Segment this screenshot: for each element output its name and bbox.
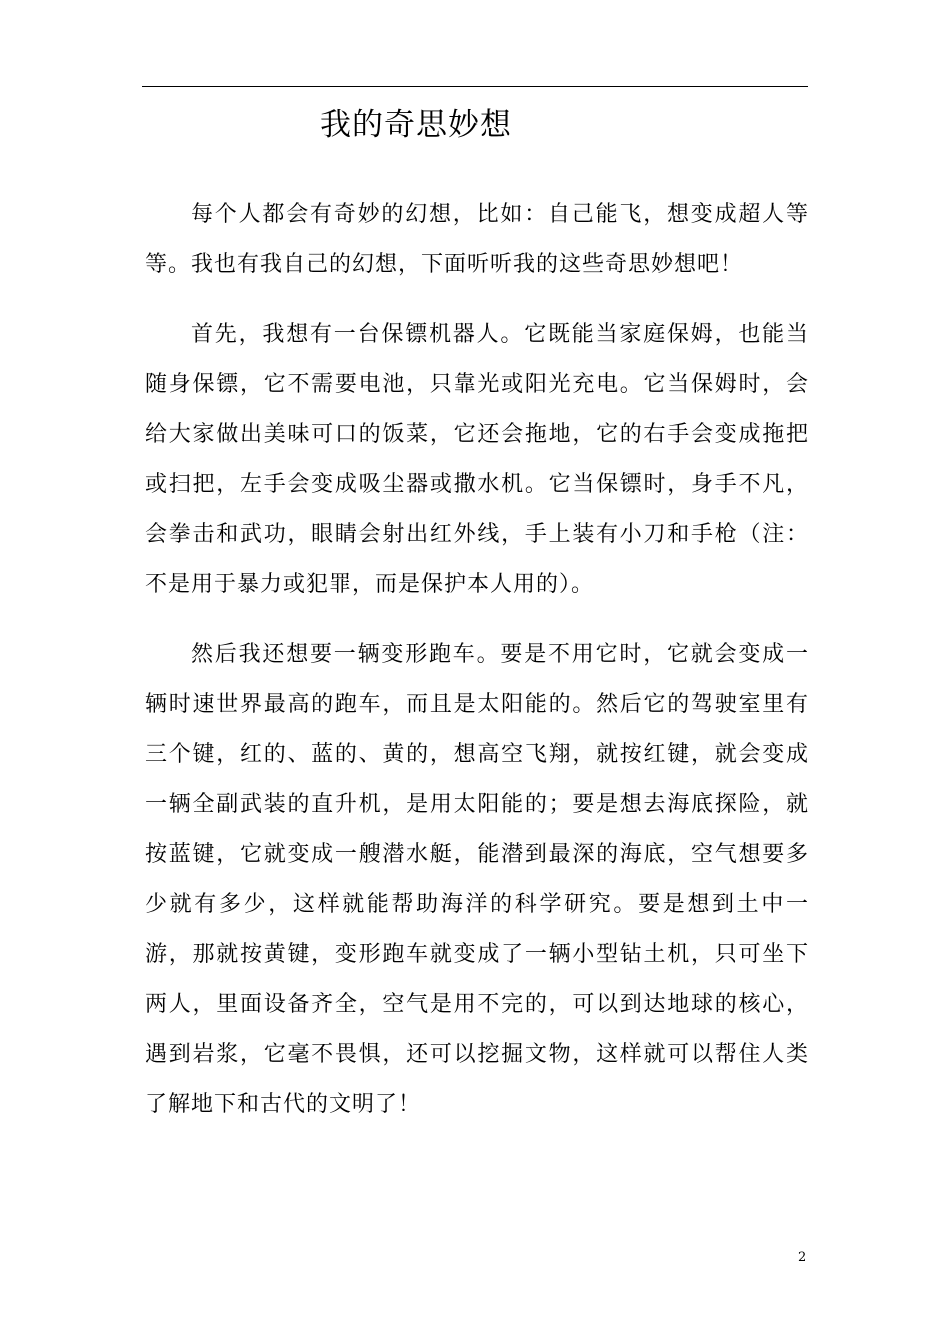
paragraph-3: 然后我还想要一辆变形跑车。要是不用它时，它就会变成一辆时速世界最高的跑车，而且是太阳能的。然后它的驾驶室里有三个键，红的、蓝的、黄的，想高空飞翔，就按红键，就会变成一辆全副武装的直升机，是用太阳能的；要是想去海底探险，就按蓝键，它就变成一艘潜水艇，能潜到最深的海底，空气想要多少就有多少，这样就能帮助海洋的科学研究。要是想到土中一游，那就按黄键，变形跑车就变成了一辆小型钻土机，只可坐下两人，里面设备齐全，空气是用不完的，可以到达地球的核心，遇到岩浆，它毫不畏惧，还可以挖掘文物，这样就可以帮住人类了解地下和古代的文明了！ [145, 642, 809, 1117]
document-title: 我的奇思妙想 [320, 107, 512, 143]
document-body [145, 190, 809, 1150]
paragraph-1: 每个人都会有奇妙的幻想，比如：自己能飞，想变成超人等等。我也有我自己的幻想，下面听听我的这些奇思妙想吧！ [145, 202, 809, 277]
page-number: 2 [798, 1250, 807, 1265]
paragraph-2: 首先，我想有一台保镖机器人。它既能当家庭保姆，也能当随身保镖，它不需要电池，只靠光或阳光充电。它当保姆时，会给大家做出美味可口的饭菜，它还会拖地，它的右手会变成拖把或扫把，左手会变成吸尘器或撒水机。它当保镖时，身手不凡，会拳击和武功，眼睛会射出红外线，手上装有小刀和手枪（注：不是用于暴力或犯罪，而是保护本人用的）。 [145, 322, 809, 597]
header-rule [142, 86, 808, 87]
